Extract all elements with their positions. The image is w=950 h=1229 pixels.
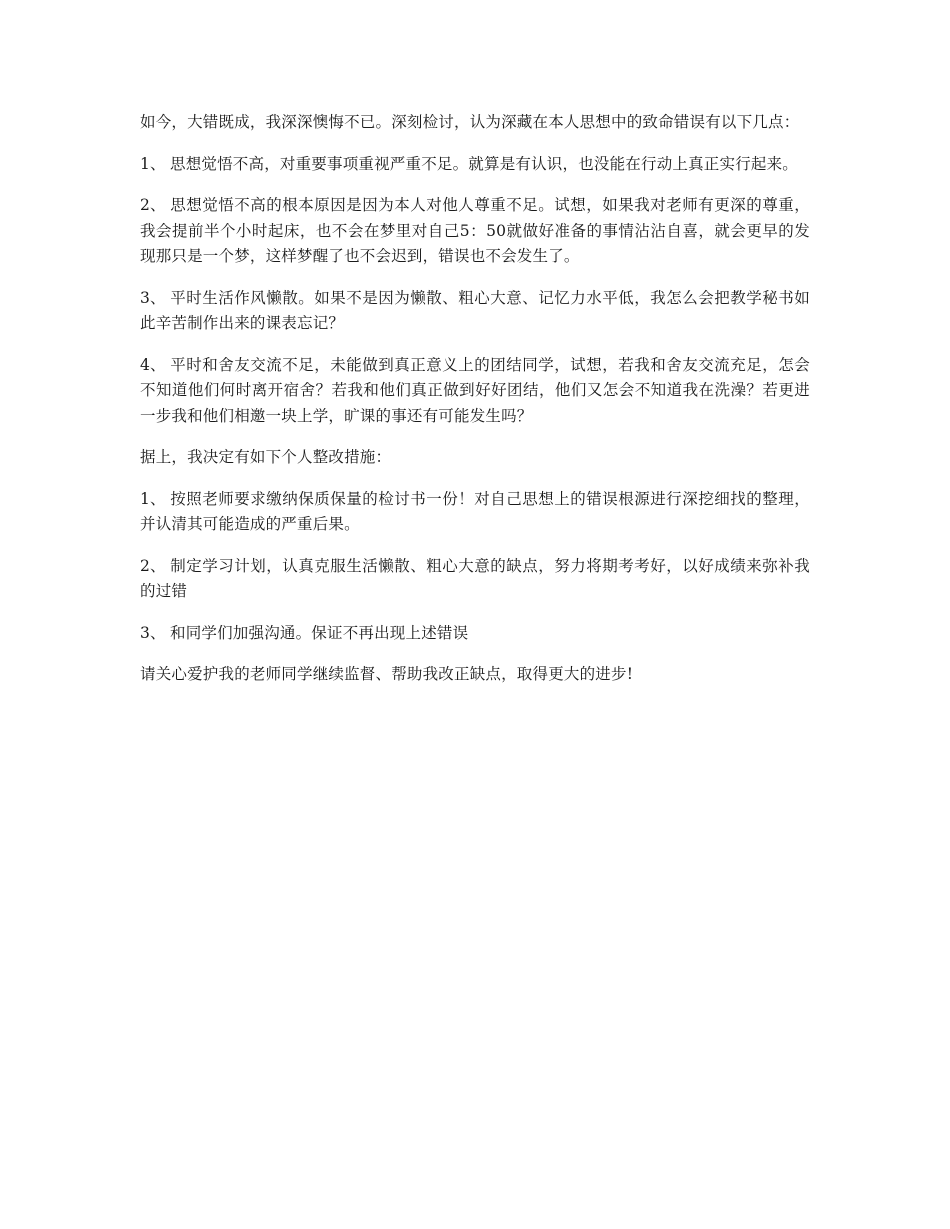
item-number: 1、 — [140, 489, 166, 508]
item-text: 思想觉悟不高，对重要事项重视严重不足。就算是有认识，也没能在行动上真正实行起来。 — [170, 154, 799, 173]
item-text: 思想觉悟不高的根本原因是因为本人对他人尊重不足。试想，如果我对老师有更深的尊重，我会提前半个小时起床，也不会在梦里对自己5：50就做好准备的事情沾沾自喜，就会更早的发现那只是一个梦，这样梦醒了也不会迟到，错误也不会发生了。 — [140, 196, 810, 265]
item-number: 1、 — [140, 154, 166, 173]
closing-paragraph — [140, 662, 810, 688]
item-text: 平时和舍友交流不足，未能做到真正意义上的团结同学，试想，若我和舍友交流充足，怎会不知道他们何时离开宿舍？若我和他们真正做到好好团结，他们又怎会不知道我在洗澡？若更进一步我和他们相邀一块上学，旷课的事还有可能发生吗？ — [140, 355, 810, 425]
paragraph-text: 请关心爱护我的老师同学继续监督、帮助我改正缺点，取得更大的进步! — [140, 665, 634, 683]
paragraph-text: 如今，大错既成，我深深懊悔不已。深刻检讨，认为深藏在本人思想中的致命错误有以下几点： — [140, 113, 800, 131]
measure-item-2 — [140, 554, 810, 605]
item-text: 平时生活作风懒散。如果不是因为懒散、粗心大意、记忆力水平低，我怎么会把教学秘书如此辛苦制作出来的课表忘记？ — [140, 288, 810, 332]
reflection-item-2 — [140, 193, 810, 270]
measures-intro-paragraph — [140, 445, 810, 471]
item-number: 2、 — [140, 196, 166, 214]
intro-paragraph — [140, 110, 810, 136]
item-number: 2、 — [140, 556, 166, 575]
reflection-item-3 — [140, 286, 810, 337]
reflection-item-1 — [140, 152, 810, 178]
item-text: 制定学习计划，认真克服生活懒散、粗心大意的缺点，努力将期考考好，以好成绩来弥补我的过错 — [140, 556, 810, 600]
paragraph-text: 据上，我决定有如下个人整改措施： — [140, 448, 392, 466]
item-text: 按照老师要求缴纳保质保量的检讨书一份！对自己思想上的错误根源进行深挖细找的整理，并认清其可能造成的严重后果。 — [140, 489, 810, 533]
document-page — [140, 110, 810, 704]
item-number: 3、 — [140, 623, 166, 642]
item-number: 4、 — [140, 355, 166, 374]
item-number: 3、 — [140, 288, 166, 307]
item-text: 和同学们加强沟通。保证不再出现上述错误 — [170, 623, 469, 642]
measure-item-3 — [140, 621, 810, 647]
reflection-item-4 — [140, 353, 810, 430]
measure-item-1 — [140, 487, 810, 538]
